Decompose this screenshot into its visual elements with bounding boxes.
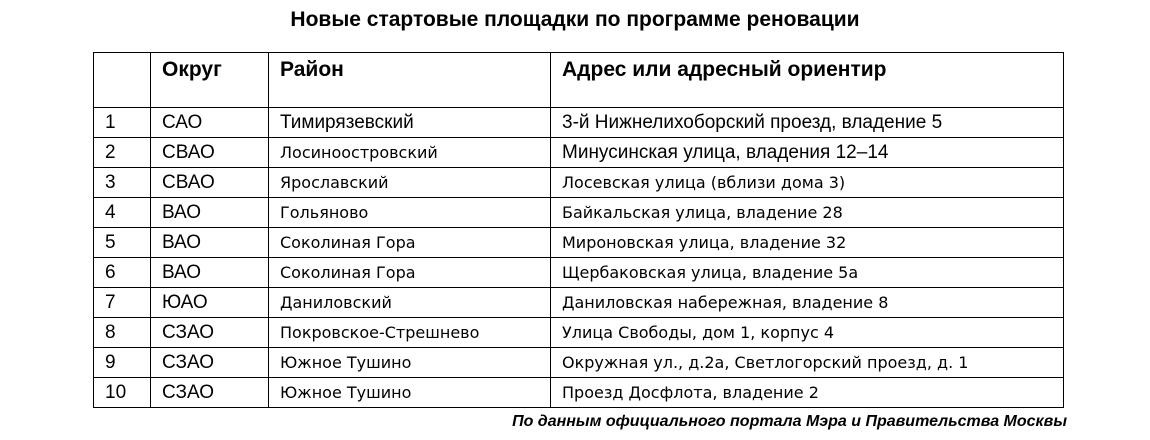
header-okrug: Округ xyxy=(151,53,269,108)
row-rayon: Покровское-Стрешнево xyxy=(269,318,551,348)
row-okrug: СЗАО xyxy=(151,318,269,348)
row-rayon: Лосиноостровский xyxy=(269,138,551,168)
row-rayon: Соколиная Гора xyxy=(269,228,551,258)
row-number: 8 xyxy=(94,318,151,348)
row-number: 3 xyxy=(94,168,151,198)
row-number: 2 xyxy=(94,138,151,168)
row-address: Проезд Досфлота, владение 2 xyxy=(551,378,1064,408)
row-address: Минусинская улица, владения 12–14 xyxy=(551,138,1064,168)
source-note: По данным официального портала Мэра и Правительства Москвы xyxy=(512,413,1067,430)
row-rayon: Гольяново xyxy=(269,198,551,228)
table-row xyxy=(94,288,1064,318)
row-number: 4 xyxy=(94,198,151,228)
row-address: Байкальская улица, владение 28 xyxy=(551,198,1064,228)
row-okrug: САО xyxy=(151,108,269,138)
row-rayon: Тимирязевский xyxy=(269,108,551,138)
row-address: Щербаковская улица, владение 5а xyxy=(551,258,1064,288)
header-row xyxy=(94,53,1064,108)
row-address: Мироновская улица, владение 32 xyxy=(551,228,1064,258)
row-okrug: ВАО xyxy=(151,258,269,288)
row-number: 9 xyxy=(94,348,151,378)
table-body xyxy=(94,108,1064,408)
row-address: Лосевская улица (вблизи дома 3) xyxy=(551,168,1064,198)
row-address: Улица Свободы, дом 1, корпус 4 xyxy=(551,318,1064,348)
table-row xyxy=(94,168,1064,198)
table-row xyxy=(94,348,1064,378)
page-title: Новые стартовые площадки по программе реновации xyxy=(290,8,860,31)
row-address: Даниловская набережная, владение 8 xyxy=(551,288,1064,318)
header-address: Адрес или адресный ориентир xyxy=(551,53,1064,108)
row-number: 6 xyxy=(94,258,151,288)
row-number: 1 xyxy=(94,108,151,138)
table-row xyxy=(94,378,1064,408)
row-number: 10 xyxy=(94,378,151,408)
row-address: 3-й Нижнелихоборский проезд, владение 5 xyxy=(551,108,1064,138)
row-rayon: Южное Тушино xyxy=(269,348,551,378)
table-row xyxy=(94,258,1064,288)
table-row xyxy=(94,138,1064,168)
row-rayon: Даниловский xyxy=(269,288,551,318)
table-row xyxy=(94,228,1064,258)
row-address: Окружная ул., д.2а, Светлогорский проезд, д. 1 xyxy=(551,348,1064,378)
row-okrug: СЗАО xyxy=(151,348,269,378)
table-row xyxy=(94,198,1064,228)
row-okrug: СВАО xyxy=(151,138,269,168)
table-row xyxy=(94,318,1064,348)
header-number xyxy=(94,53,151,108)
row-okrug: ЮАО xyxy=(151,288,269,318)
table-row xyxy=(94,108,1064,138)
row-number: 5 xyxy=(94,228,151,258)
row-number: 7 xyxy=(94,288,151,318)
row-okrug: ВАО xyxy=(151,228,269,258)
row-rayon: Южное Тушино xyxy=(269,378,551,408)
table-header xyxy=(94,53,1064,108)
row-rayon: Соколиная Гора xyxy=(269,258,551,288)
renovation-sites-table xyxy=(93,52,1064,408)
row-okrug: ВАО xyxy=(151,198,269,228)
row-rayon: Ярославский xyxy=(269,168,551,198)
row-okrug: СЗАО xyxy=(151,378,269,408)
header-rayon: Район xyxy=(269,53,551,108)
row-okrug: СВАО xyxy=(151,168,269,198)
